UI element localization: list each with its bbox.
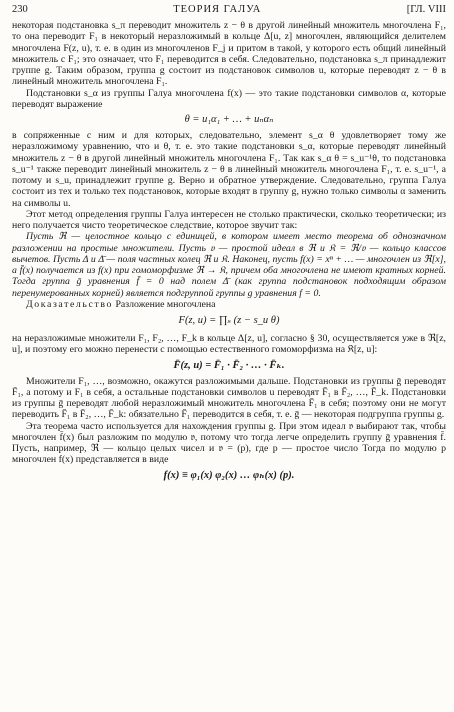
paragraph-8: Множители F₁, …, возможно, окажутся разложимыми дальше. Подстановки из группы ḡ переводят F̄₁, а потому и F₁ в себя, а остальные подстановки символов u переводят F̄₁ в F̄₂, …, F̄_k. Подстановки из группы ḡ переводят любой неразложимый множитель многочлена F̄₁ в себя; поэтому они не могут переводить F̄₁ в F̄₂, …, F̄_k: обязательно F̄₁ переводится в себя, т. е. ḡ — некоторая подгруппа группы g. [12, 375, 446, 421]
proof-opening-text: Разложение многочлена [115, 298, 216, 310]
formula-factorization: F̄(z, u) = F̄₁ · F̄₂ · … · F̄ₖ. [173, 359, 285, 371]
proof-heading: Доказательство [26, 298, 113, 310]
page-number: 230 [12, 4, 28, 15]
paragraph-1: некоторая подстановка s_π переводит множитель z − θ в другой линейный множитель многочлена F₁, то она переводит F₁ в некоторый неразложимый в кольце Δ[u, z] многочлен, являющийся делителем многочлена F(z, u), т. е. в один из многочленов F_j и притом в такой, у которого есть общий линейный множитель с F₁; это означает, что F₁ переводится в себя. Следовательно, подстановка s_π принадлежит группе g. Таким образом, группа g состоит из подстановок символов u, которые переводят z − θ в линейный множитель многочлена F₁. [12, 20, 446, 88]
running-header [12, 4, 446, 20]
paragraph-3: в сопряженные с ним и для которых, следовательно, элемент s_α θ удовлетворяет тому же неразложимому уравнению, что и θ, т. е. это такие подстановки s_α, которые переводят линейный множитель z − θ в другой линейный множитель многочлена F₁. Так как s_α θ = s_u⁻¹θ, то подстановка s_u⁻¹ также переводит линейный множитель z − θ в линейный множитель многочлена F₁, т. е. s_u⁻¹, а потому и s_u, принадлежит группе g. Верно и обратное утверждение. Следовательно, группа Галуа состоит из тех и только тех подстановок, которые входят в группу g, нужно только символы α заменить на символы u. [12, 130, 446, 209]
paragraph-2: Подстановки s_α из группы Галуа многочлена f(x) — это такие подстановки символов α, которые переводят выражение [12, 87, 446, 110]
page-body [12, 20, 446, 482]
formula-mod-p: f(x) ≡ φ₁(x) φ₂(x) … φₕ(x) (p). [163, 469, 295, 481]
theorem-statement: Пусть ℜ — целостное кольцо с единицей, в котором имеет место теорема об однозначном разложении на простые множители. Пусть 𝔳 — простой идеал в ℜ и 𝔎 = ℜ/𝔳 — кольцо классов вычетов. Пусть Δ и Δ̄ — поля частных колец ℜ и 𝔎. Наконец, пусть f(x) = xⁿ + … — многочлен из ℜ[x], а f̄(x) получается из f(x) при гомоморфизме ℜ → 𝔎, причем оба многочлена не имеют кратных корней. Тогда группа ḡ уравнения f̄ = 0 над полем Δ̄ (как группа подстановок подходящим образом перенумерованных корней) является подгруппой группы g уравнения f = 0. [12, 231, 446, 299]
formula-product: F(z, u) = ∏ₛ (z − s_u θ) [178, 315, 280, 326]
running-title: ТЕОРИЯ ГАЛУА [173, 4, 262, 15]
formula-theta: θ = u₁α₁ + … + uₙαₙ [184, 114, 274, 125]
paragraph-9: Эта теорема часто используется для нахождения группы g. При этом идеал 𝔳 выбирают так, чтобы многочлен f̄(x) был разложим по модулю 𝔳, потому что тогда легче определить группу ḡ уравнения f̄. Пусть, например, ℜ — кольцо целых чисел и 𝔳 = (p), где p — простое число Тогда по модулю p многочлен f(x) представляется в виде [12, 420, 446, 466]
chapter-label: [ГЛ. VIII [406, 4, 446, 15]
paragraph-7: на неразложимые множители F₁, F₂, …, F_k в кольце Δ[z, u], согласно § 30, осуществляется уже в ℜ[z, u], и поэтому его можно перенести с помощью естественного гомоморфизма на 𝔎[z, u]: [12, 333, 446, 356]
proof-opening [12, 299, 446, 310]
paragraph-4: Этот метод определения группы Галуа интересен не столько практически, сколько теоретически; из него получается чисто теоретическое следствие, которое звучит так: [12, 208, 446, 231]
